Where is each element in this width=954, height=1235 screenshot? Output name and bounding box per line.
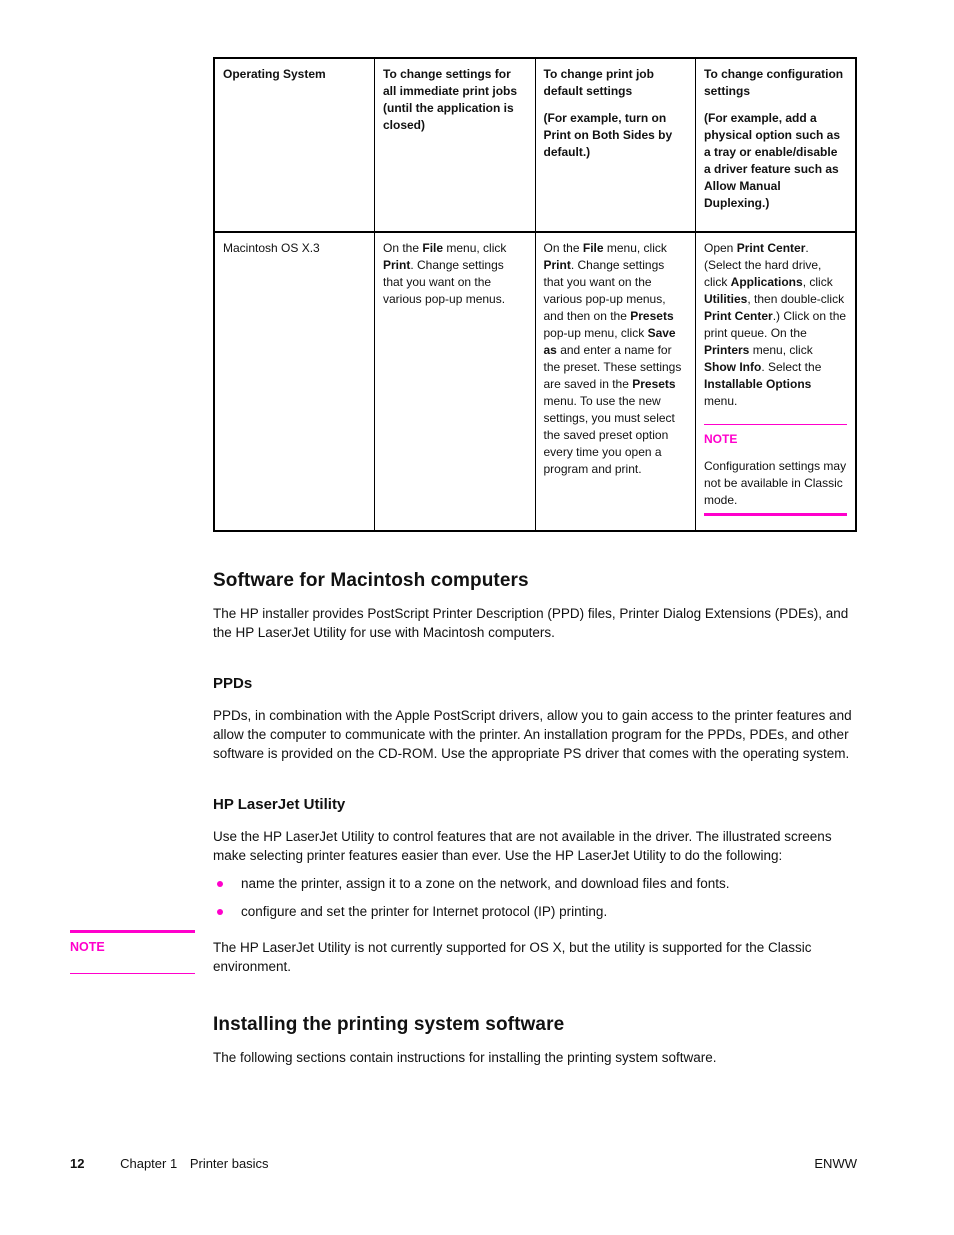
- body-paragraph: The HP installer provides PostScript Printer Description (PPD) files, Printer Dialog Extensions (PDEs), and the HP LaserJet Utility for use with Macintosh computers.: [213, 606, 849, 640]
- chapter-label: Chapter 1: [120, 1156, 178, 1171]
- cell-configuration-settings: [696, 232, 857, 531]
- table-cell-note: [704, 424, 847, 516]
- list-item: name the printer, assign it to a zone on the network, and download files and fonts.: [213, 874, 857, 893]
- cell-default-settings: On the File menu, click Print. Change settings that you want on the various pop-up menus, and then on the Presets pop-up menu, click Save as and enter a name for the preset. These settings are saved in the Presets menu. To use the new settings, you must select the saved preset option every time you open a program and print.: [535, 232, 696, 531]
- list-item: configure and set the printer for Internet protocol (IP) printing.: [213, 902, 857, 921]
- header-text: (For example, turn on Print on Both Sides by default.): [543, 111, 673, 159]
- body-paragraph: PPDs, in combination with the Apple PostScript drivers, allow you to gain access to the printer features and allow the computer to communicate with the printer. An installation program for the PPDs, PDEs, and other software is provided on the CD-ROM. Use the appropriate PS driver that comes with the operating system.: [213, 708, 852, 761]
- main-content: [213, 570, 857, 921]
- header-text: To change settings for all immediate print jobs (until the application is closed): [383, 67, 518, 132]
- header-text: To change print job default settings: [543, 67, 654, 98]
- note-label: NOTE: [704, 432, 738, 446]
- page-number: 12: [70, 1156, 85, 1171]
- section-title-software-for-macintosh: Software for Macintosh computers: [213, 570, 529, 591]
- body-paragraph: The following sections contain instructions for installing the printing system software.: [213, 1050, 717, 1065]
- margin-note-label-block: [70, 930, 195, 974]
- header-cell-configuration-settings: [696, 58, 857, 232]
- header-cell-operating-system: [214, 58, 375, 232]
- table-header-row: [214, 58, 856, 232]
- note-text: The HP LaserJet Utility is not currently supported for OS X, but the utility is supported for the Classic environment.: [213, 940, 812, 974]
- page-footer: [70, 1156, 857, 1171]
- table-row-macintosh-osx3: [214, 232, 856, 531]
- header-text: To change configuration settings: [704, 67, 844, 98]
- table-body: [214, 232, 856, 531]
- footer-left: [70, 1156, 269, 1171]
- cell-immediate-settings: On the File menu, click Print. Change settings that you want on the various pop-up menus.: [375, 232, 536, 531]
- header-text: Operating System: [223, 67, 326, 81]
- chapter-title: Printer basics: [189, 1156, 269, 1171]
- body-paragraph: Use the HP LaserJet Utility to control features that are not available in the driver. The illustrated screens make selecting printer features easier than ever. Use the HP LaserJet Utility to do the following:: [213, 829, 832, 863]
- header-cell-default-settings: [535, 58, 696, 232]
- footer-region: ENWW: [814, 1156, 857, 1171]
- header-text: (For example, add a physical option such as a tray or enable/disable a driver feature such as Allow Manual Duplexing.): [704, 111, 841, 210]
- margin-note: [70, 930, 857, 976]
- section-title-ppds: PPDs: [213, 675, 253, 692]
- utility-feature-list: [213, 874, 857, 921]
- note-text: Configuration settings may not be available in Classic mode.: [704, 458, 847, 516]
- header-cell-immediate-settings: [375, 58, 536, 232]
- main-content: [213, 1014, 857, 1067]
- cell-operating-system: Macintosh OS X.3: [214, 232, 375, 531]
- note-label: NOTE: [70, 940, 105, 954]
- os-print-settings-table: [213, 57, 857, 532]
- section-title-hp-laserjet-utility: HP LaserJet Utility: [213, 796, 346, 813]
- section-title-installing-printing-system: Installing the printing system software: [213, 1014, 565, 1035]
- cell-paragraph: Open Print Center. (Select the hard drive, click Applications, click Utilities, then double-click Print Center.) Click on the print queue. On the Printers menu, click Show Info. Select the Installable Options menu.: [704, 241, 847, 408]
- table-header: [214, 58, 856, 232]
